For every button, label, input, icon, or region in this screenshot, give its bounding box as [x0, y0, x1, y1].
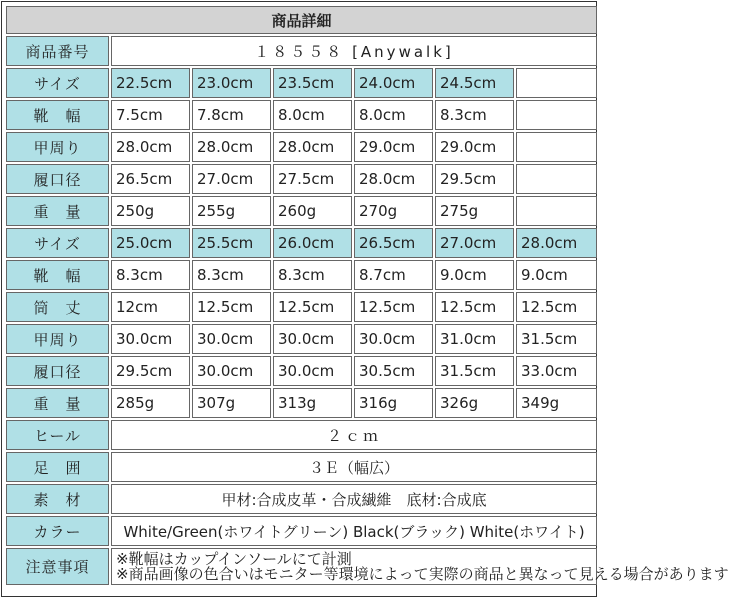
size-label: サイズ	[6, 228, 109, 258]
color-label: カラー	[6, 516, 109, 546]
size-cell: 24.5cm	[435, 68, 514, 98]
spec-cell: 29.0cm	[354, 132, 433, 162]
spec-cell: 12.5cm	[516, 292, 597, 322]
instep-label: 甲周り	[6, 132, 109, 162]
spec-cell: 28.0cm	[192, 132, 271, 162]
size-cell: 25.0cm	[111, 228, 190, 258]
spec-cell: 8.3cm	[192, 260, 271, 290]
spec-cell: 30.0cm	[273, 324, 352, 354]
size-cell: 24.0cm	[354, 68, 433, 98]
spec-cell: 12.5cm	[273, 292, 352, 322]
heel-label: ヒール	[6, 420, 109, 450]
instep-label: 甲周り	[6, 324, 109, 354]
spec-cell: 30.0cm	[192, 356, 271, 386]
color-row	[6, 516, 597, 546]
spec-cell: 30.0cm	[111, 324, 190, 354]
spec-cell: 8.3cm	[273, 260, 352, 290]
spec-cell: 31.5cm	[435, 356, 514, 386]
spec-cell: 27.5cm	[273, 164, 352, 194]
shaft-label: 筒 丈	[6, 292, 109, 322]
opening-label: 履口径	[6, 356, 109, 386]
opening-row-1	[6, 164, 597, 194]
spec-cell: 7.5cm	[111, 100, 190, 130]
size-cell: 28.0cm	[516, 228, 597, 258]
foot-girth-value: ３Ｅ（幅広）	[111, 452, 597, 482]
weight-label: 重 量	[6, 388, 109, 418]
spec-cell: 9.0cm	[516, 260, 597, 290]
opening-label: 履口径	[6, 164, 109, 194]
width-row-1	[6, 100, 597, 130]
spec-cell: 31.0cm	[435, 324, 514, 354]
spec-cell: 12cm	[111, 292, 190, 322]
spec-cell: 26.5cm	[111, 164, 190, 194]
spec-cell: 12.5cm	[435, 292, 514, 322]
color-value: White/Green(ホワイトグリーン) Black(ブラック) White(ホワイト)	[111, 516, 597, 546]
size-cell: 25.5cm	[192, 228, 271, 258]
spec-cell: 28.0cm	[111, 132, 190, 162]
spec-cell: 29.0cm	[435, 132, 514, 162]
heel-row	[6, 420, 597, 450]
spec-cell: 8.7cm	[354, 260, 433, 290]
empty-cell	[516, 100, 597, 130]
size-cell: 26.5cm	[354, 228, 433, 258]
empty-cell	[516, 164, 597, 194]
note-line: ※靴幅はカップインソールにて計測	[116, 549, 352, 568]
spec-cell: 12.5cm	[192, 292, 271, 322]
spec-cell: 326g	[435, 388, 514, 418]
spec-cell: 250g	[111, 196, 190, 226]
spec-cell: 275g	[435, 196, 514, 226]
notes-row	[6, 548, 597, 585]
spec-cell: 29.5cm	[435, 164, 514, 194]
spec-cell: 9.0cm	[435, 260, 514, 290]
spec-cell: 260g	[273, 196, 352, 226]
notes-value	[111, 548, 729, 585]
spec-cell: 7.8cm	[192, 100, 271, 130]
foot-girth-label: 足 囲	[6, 452, 109, 482]
spec-cell: 30.5cm	[354, 356, 433, 386]
spec-cell: 8.0cm	[354, 100, 433, 130]
spec-cell: 12.5cm	[354, 292, 433, 322]
spec-table	[4, 4, 729, 587]
spec-cell: 349g	[516, 388, 597, 418]
foot-girth-row	[6, 452, 597, 482]
shaft-row-2	[6, 292, 597, 322]
empty-cell	[516, 196, 597, 226]
heel-value: ２ｃｍ	[111, 420, 597, 450]
size-cell: 27.0cm	[435, 228, 514, 258]
empty-cell	[516, 132, 597, 162]
size-cell: 22.5cm	[111, 68, 190, 98]
spec-cell: 28.0cm	[354, 164, 433, 194]
spec-cell: 313g	[273, 388, 352, 418]
material-label: 素 材	[6, 484, 109, 514]
weight-row-2	[6, 388, 597, 418]
size-row-1	[6, 68, 597, 98]
size-cell: 23.0cm	[192, 68, 271, 98]
empty-cell	[516, 68, 597, 98]
notes-label: 注意事項	[6, 548, 109, 585]
spec-cell: 27.0cm	[192, 164, 271, 194]
spec-cell: 307g	[192, 388, 271, 418]
spec-cell: 30.0cm	[273, 356, 352, 386]
width-row-2	[6, 260, 597, 290]
spec-cell: 29.5cm	[111, 356, 190, 386]
product-number-row	[6, 36, 597, 66]
spec-cell: 31.5cm	[516, 324, 597, 354]
spec-cell: 255g	[192, 196, 271, 226]
instep-row-1	[6, 132, 597, 162]
spec-cell: 8.0cm	[273, 100, 352, 130]
spec-cell: 8.3cm	[111, 260, 190, 290]
spec-cell: 28.0cm	[273, 132, 352, 162]
spec-cell: 316g	[354, 388, 433, 418]
product-number-value: １８５５８ [Anywalk]	[111, 36, 597, 66]
spec-cell: 8.3cm	[435, 100, 514, 130]
width-label: 靴 幅	[6, 260, 109, 290]
size-cell: 23.5cm	[273, 68, 352, 98]
size-row-2	[6, 228, 597, 258]
size-cell: 26.0cm	[273, 228, 352, 258]
spec-cell: 30.0cm	[192, 324, 271, 354]
note-line: ※商品画像の色合いはモニター等環境によって実際の商品と異なって見える場合があります	[116, 564, 729, 583]
spec-cell: 33.0cm	[516, 356, 597, 386]
material-row	[6, 484, 597, 514]
spec-cell: 30.0cm	[354, 324, 433, 354]
instep-row-2	[6, 324, 597, 354]
table-title: 商品詳細	[6, 6, 597, 34]
product-number-label: 商品番号	[6, 36, 109, 66]
size-label: サイズ	[6, 68, 109, 98]
material-value: 甲材:合成皮革・合成繊維 底材:合成底	[111, 484, 597, 514]
weight-row-1	[6, 196, 597, 226]
width-label: 靴 幅	[6, 100, 109, 130]
opening-row-2	[6, 356, 597, 386]
spec-cell: 285g	[111, 388, 190, 418]
weight-label: 重 量	[6, 196, 109, 226]
spec-cell: 270g	[354, 196, 433, 226]
